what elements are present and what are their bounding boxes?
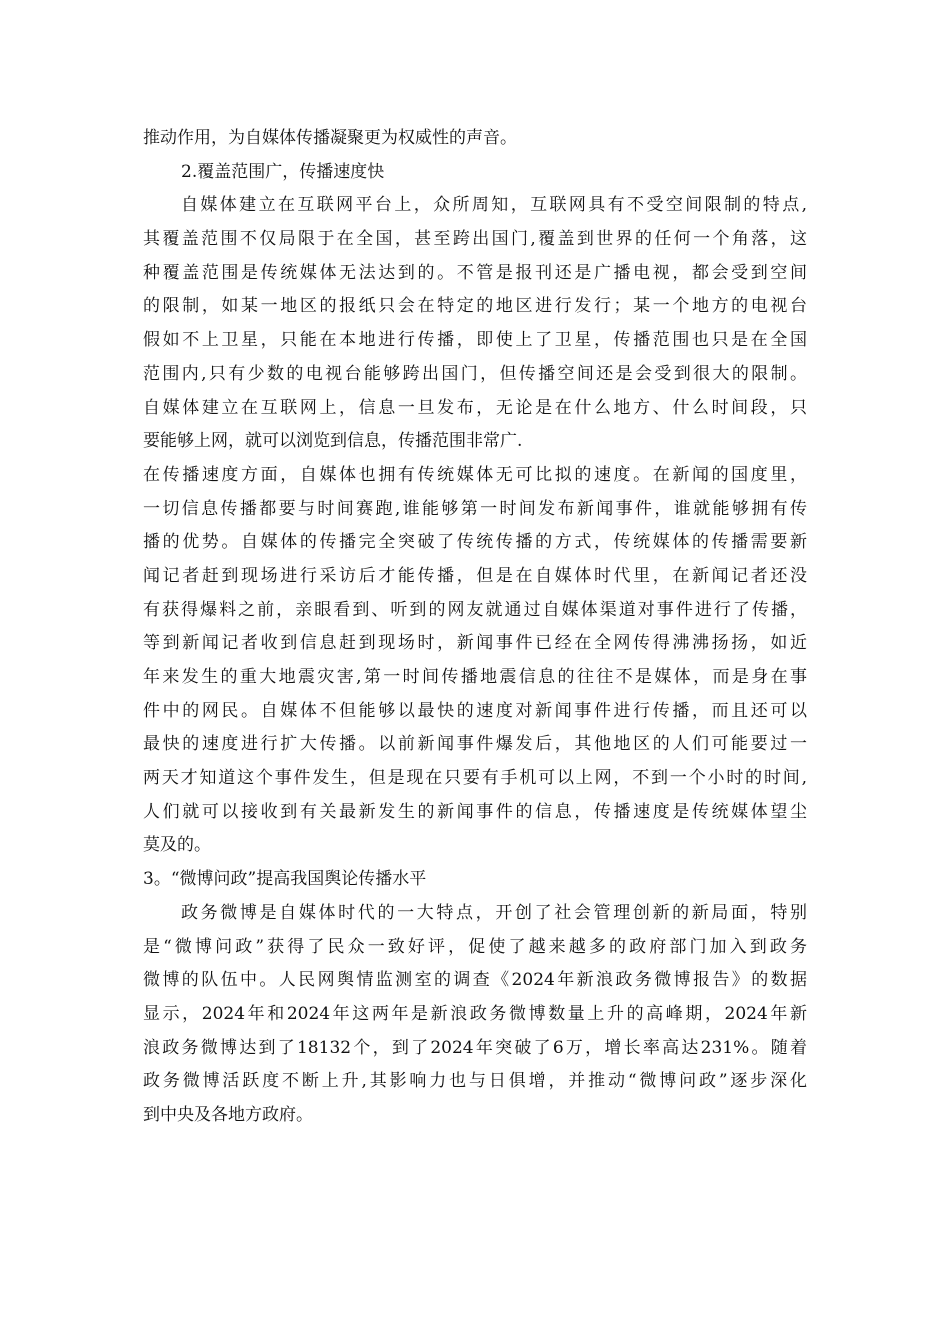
document-body [143,122,807,1133]
text-line: 要能够上网，就可以浏览到信息，传播范围非常广. [143,431,523,452]
text-line: 其覆盖范围不仅局限于在全国，甚至跨出国门,覆盖到世界的任何一个角落，这 [143,229,807,250]
text-line: 浪政务微博达到了18132个，到了2024年突破了6万，增长率高达231%。随着 [143,1037,807,1058]
text-line: 播的优势。自媒体的传播完全突破了传统传播的方式，传统媒体的传播需要新 [143,532,807,553]
text-line: 最快的速度进行扩大传播。以前新闻事件爆发后，其他地区的人们可能要过一 [143,734,807,755]
text-line: 政务微博是自媒体时代的一大特点，开创了社会管理创新的新局面，特别 [181,902,807,923]
text-line: 到中央及各地方政府。 [143,1104,313,1125]
paragraph [143,897,807,1133]
text-line: 微博的队伍中。人民网舆情监测室的调查《2024年新浪政务微博报告》的数据 [143,970,807,991]
text-line: 有获得爆料之前，亲眼看到、听到的网友就通过自媒体渠道对事件进行了传播， [143,599,807,620]
text-line: 一切信息传播都要与时间赛跑,谁能够第一时间发布新闻事件，谁就能够拥有传 [143,498,807,519]
text-line: 年来发生的重大地震灾害,第一时间传播地震信息的往往不是媒体，而是身在事 [143,667,807,687]
text-line: 两天才知道这个事件发生，但是现在只要有手机可以上网，不到一个小时的时间, [143,768,807,789]
text-line: 闻记者赶到现场进行采访后才能传播，但是在自媒体时代里，在新闻记者还没 [143,565,807,586]
section-heading [143,863,807,897]
text-line: 是“微博问政”获得了民众一致好评，促使了越来越多的政府部门加入到政务 [143,936,807,957]
paragraph [143,189,807,459]
text-line: 件中的网民。自媒体不但能够以最快的速度对新闻事件进行传播，而且还可以 [143,700,807,721]
text-line: 人们就可以接收到有关最新发生的新闻事件的信息，传播速度是传统媒体望尘 [143,801,807,822]
text-line: 范围内,只有少数的电视台能够跨出国门，但传播空间还是会受到很大的限制。 [143,363,807,384]
text-line: 自媒体建立在互联网平台上，众所周知，互联网具有不受空间限制的特点, [181,195,807,216]
section-heading [143,156,807,190]
heading-text: 3。“微博问政”提高我国舆论传播水平 [143,869,427,890]
text-line: 政务微博活跃度不断上升,其影响力也与日俱增，并推动“微博问政”逐步深化 [143,1071,807,1092]
paragraph [143,122,807,156]
heading-text: 2.覆盖范围广，传播速度快 [181,161,385,182]
text-line: 等到新闻记者收到信息赶到现场时，新闻事件已经在全网传得沸沸扬扬，如近 [143,633,807,654]
text-line: 的限制，如某一地区的报纸只会在特定的地区进行发行；某一个地方的电视台 [143,296,807,317]
text-line: 显示，2024年和2024年这两年是新浪政务微博数量上升的高峰期，2024年新 [143,1003,807,1024]
text-line: 莫及的。 [143,835,211,856]
text-line: 推动作用，为自媒体传播凝聚更为权威性的声音。 [143,128,517,148]
text-line: 自媒体建立在互联网上，信息一旦发布，无论是在什么地方、什么时间段，只 [143,397,807,418]
text-line: 在传播速度方面，自媒体也拥有传统媒体无可比拟的速度。在新闻的国度里， [143,464,807,485]
text-line: 假如不上卫星，只能在本地进行传播，即使上了卫星，传播范围也只是在全国 [143,330,807,351]
paragraph [143,459,807,863]
text-line: 种覆盖范围是传统媒体无法达到的。不管是报刊还是广播电视，都会受到空间 [143,262,807,283]
